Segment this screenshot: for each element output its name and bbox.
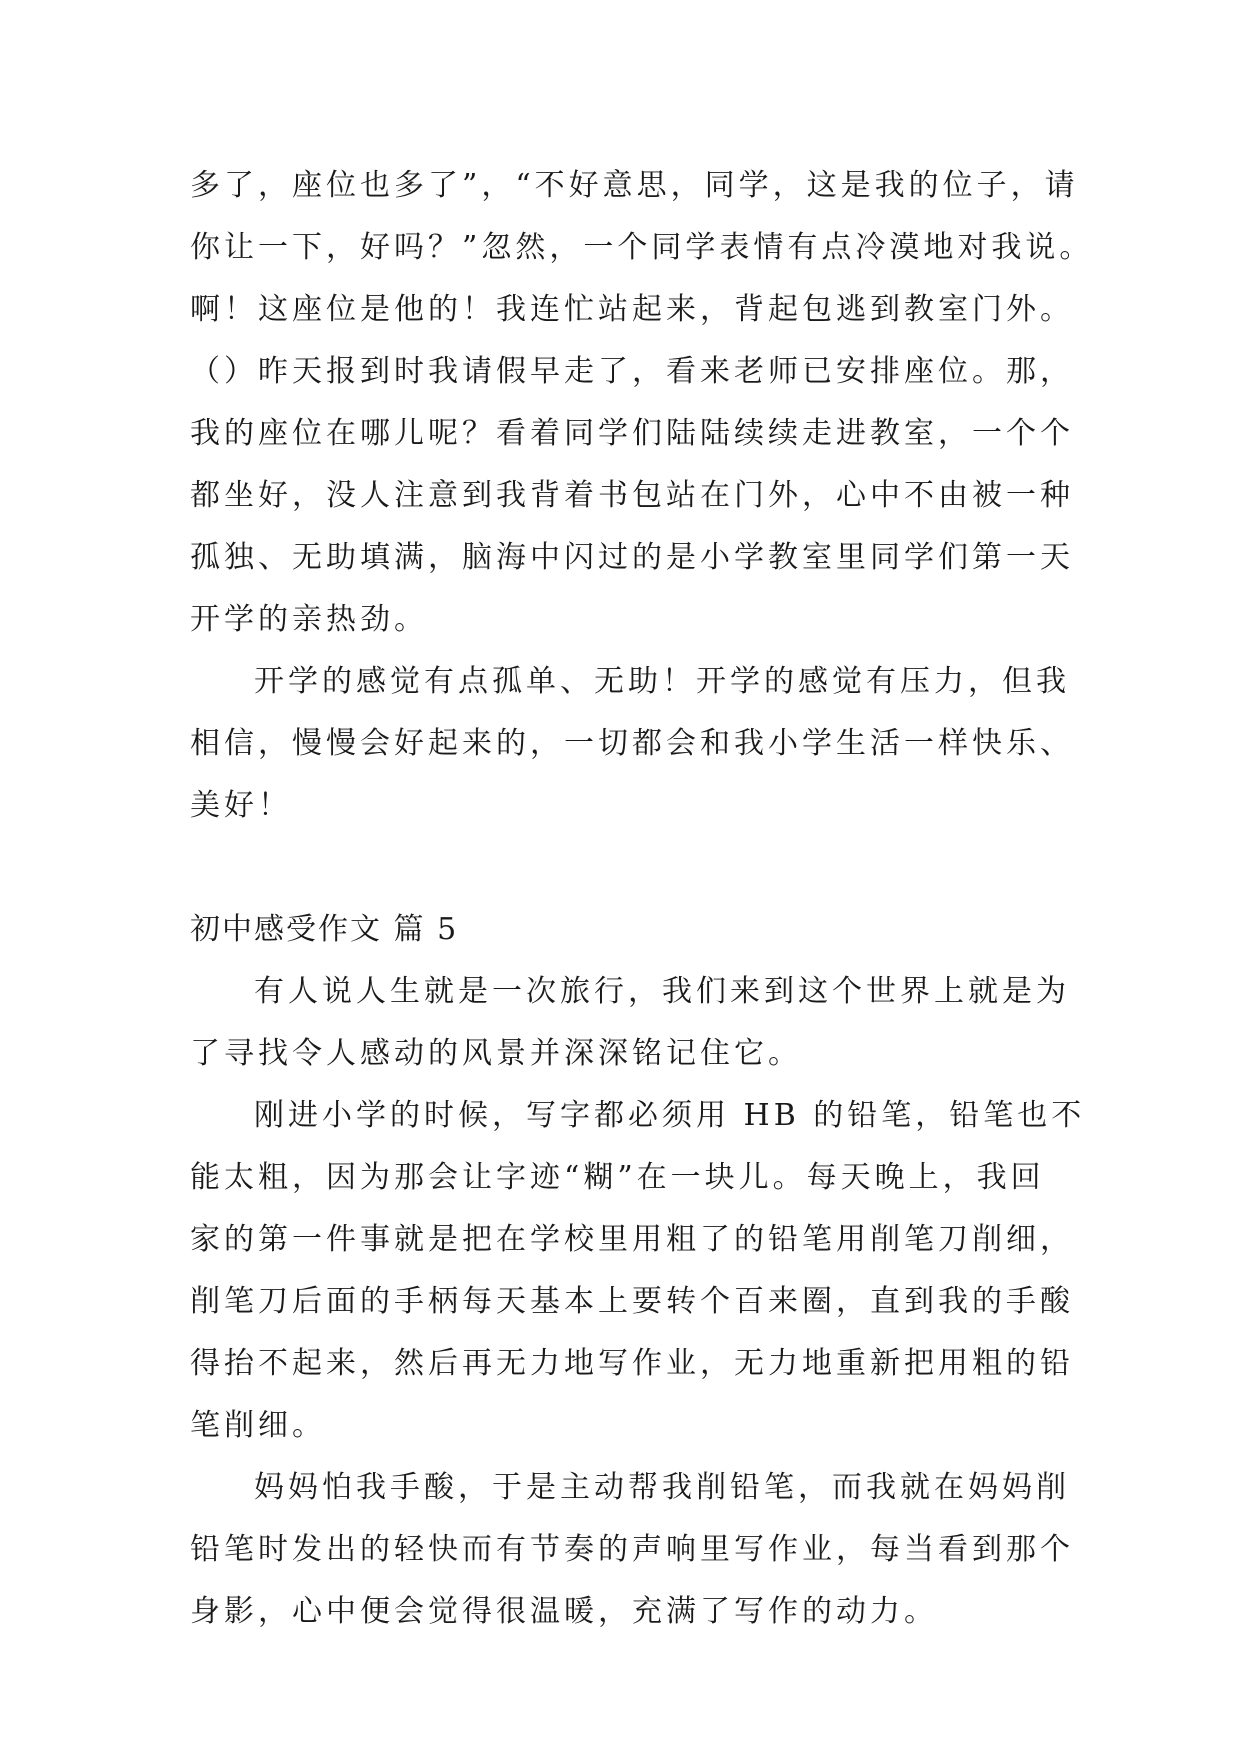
paragraph-4 (190, 1085, 1086, 1457)
text-line: 得抬不起来，然后再无力地写作业，无力地重新把用粗的铅 (190, 1346, 1074, 1381)
text-line: 多了，座位也多了”，“不好意思，同学，这是我的位子，请 (190, 168, 1079, 203)
paragraph-5 (190, 1457, 1074, 1643)
text-line: 啊！这座位是他的！我连忙站起来，背起包逃到教室门外。 (190, 292, 1074, 327)
text-line: 美好！ (190, 788, 292, 823)
text-line: 有人说人生就是一次旅行，我们来到这个世界上就是为 (254, 974, 1070, 1009)
paragraph-3 (190, 961, 1070, 1085)
paragraph-2 (190, 651, 1074, 837)
text-line: 你让一下，好吗？”忽然，一个同学表情有点冷漠地对我说。 (190, 230, 1094, 265)
text-line: 能太粗，因为那会让字迹“糊”在一块儿。每天晚上，我回 (190, 1160, 1045, 1195)
document-body (190, 155, 1094, 1643)
text-line: 相信，慢慢会好起来的，一切都会和我小学生活一样快乐、 (190, 726, 1074, 761)
text-line: 笔削细。 (190, 1408, 326, 1443)
text-line: 削笔刀后面的手柄每天基本上要转个百来圈，直到我的手酸 (190, 1284, 1074, 1319)
text-line: 身影，心中便会觉得很温暖，充满了写作的动力。 (190, 1594, 938, 1629)
section-heading: 初中感受作文 篇 5 (190, 912, 459, 947)
text-line: 家的第一件事就是把在学校里用粗了的铅笔用削笔刀削细， (190, 1222, 1074, 1257)
text-line: 妈妈怕我手酸，于是主动帮我削铅笔，而我就在妈妈削 (254, 1470, 1070, 1505)
text-line: 铅笔时发出的轻快而有节奏的声响里写作业，每当看到那个 (190, 1532, 1074, 1567)
text-line: 开学的感觉有点孤单、无助！开学的感觉有压力，但我 (254, 664, 1070, 699)
text-line: 了寻找令人感动的风景并深深铭记住它。 (190, 1036, 802, 1071)
section-gap (190, 837, 1070, 899)
text-line: 开学的亲热劲。 (190, 602, 428, 637)
text-line: 都坐好，没人注意到我背着书包站在门外，心中不由被一种 (190, 478, 1074, 513)
text-line: 我的座位在哪儿呢？看着同学们陆陆续续走进教室，一个个 (190, 416, 1074, 451)
text-line: 刚进小学的时候，写字都必须用 HB 的铅笔，铅笔也不 (254, 1098, 1086, 1133)
paragraph-1 (190, 155, 1094, 651)
text-line: 孤独、无助填满，脑海中闪过的是小学教室里同学们第一天 (190, 540, 1074, 575)
text-line: （）昨天报到时我请假早走了，看来老师已安排座位。那， (190, 354, 1074, 389)
